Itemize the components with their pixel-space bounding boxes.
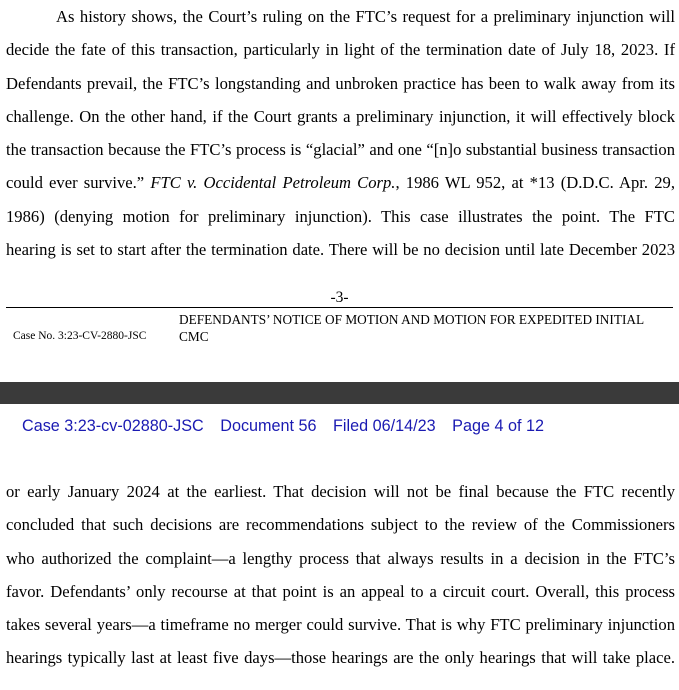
page-separator [0, 382, 679, 404]
page-4 [0, 404, 679, 690]
citation-lead: could ever survive.” [6, 173, 151, 193]
footer-document-title: DEFENDANTS’ NOTICE OF MOTION AND MOTION FOR EXPEDITED INITIAL CMC [179, 312, 644, 344]
text-line: As history shows, the Court’s ruling on the FTC’s request for a preliminary injunction will [56, 7, 675, 26]
citation-case-name: FTC v. Occidental Petroleum Corp. [150, 173, 396, 193]
text-line: concluded that such decisions are recommendations subject to the review of the Commissioners [6, 515, 675, 535]
body-paragraph-bottom [6, 475, 675, 675]
text-line: or early January 2024 at the earliest. That decision will not be final because the FTC recently [6, 482, 675, 501]
ecf-header [22, 416, 556, 436]
text-line: favor. Defendants’ only recourse at that point is an appeal to a circuit court. Overall, this process [6, 581, 675, 601]
text-line: takes several years—a timeframe no merger could survive. That is why FTC preliminary injunction [6, 615, 675, 635]
footer-divider [6, 307, 673, 308]
header-document: Document 56 [220, 417, 317, 435]
citation-rest: , 1986 WL 952, at *13 (D.D.C. Apr. 29, [395, 173, 676, 193]
footer-case-number: Case No. 3:23-CV-2880-JSC [13, 330, 147, 342]
page-number: -3- [330, 289, 349, 306]
header-case: Case 3:23-cv-02880-JSC [22, 417, 204, 435]
header-page: Page 4 of 12 [452, 417, 544, 435]
body-paragraph-top [6, 0, 675, 266]
text-line: hearings typically last at least five days—those hearings are the only hearings that will take place. [6, 648, 675, 668]
text-line: 1986) (denying motion for preliminary injunction). This case illustrates the point. The FTC [6, 206, 675, 226]
header-filed: Filed 06/14/23 [333, 417, 436, 435]
text-line: the transaction because the FTC’s process is “glacial” and one “[n]o substantial business transaction [6, 140, 675, 160]
text-line: challenge. On the other hand, if the Court grants a preliminary injunction, it will effectively block [6, 106, 675, 126]
text-line: decide the fate of this transaction, particularly in light of the termination date of July 18, 2023. If [6, 40, 675, 60]
text-line: who authorized the complaint—a lengthy process that always results in a decision in the FTC’s [6, 548, 675, 568]
text-line: Defendants prevail, the FTC’s longstanding and unbroken practice has been to walk away from its [6, 73, 675, 93]
citation-line [6, 166, 675, 199]
text-line: hearing is set to start after the termination date. There will be no decision until late December 2023 [6, 240, 675, 260]
